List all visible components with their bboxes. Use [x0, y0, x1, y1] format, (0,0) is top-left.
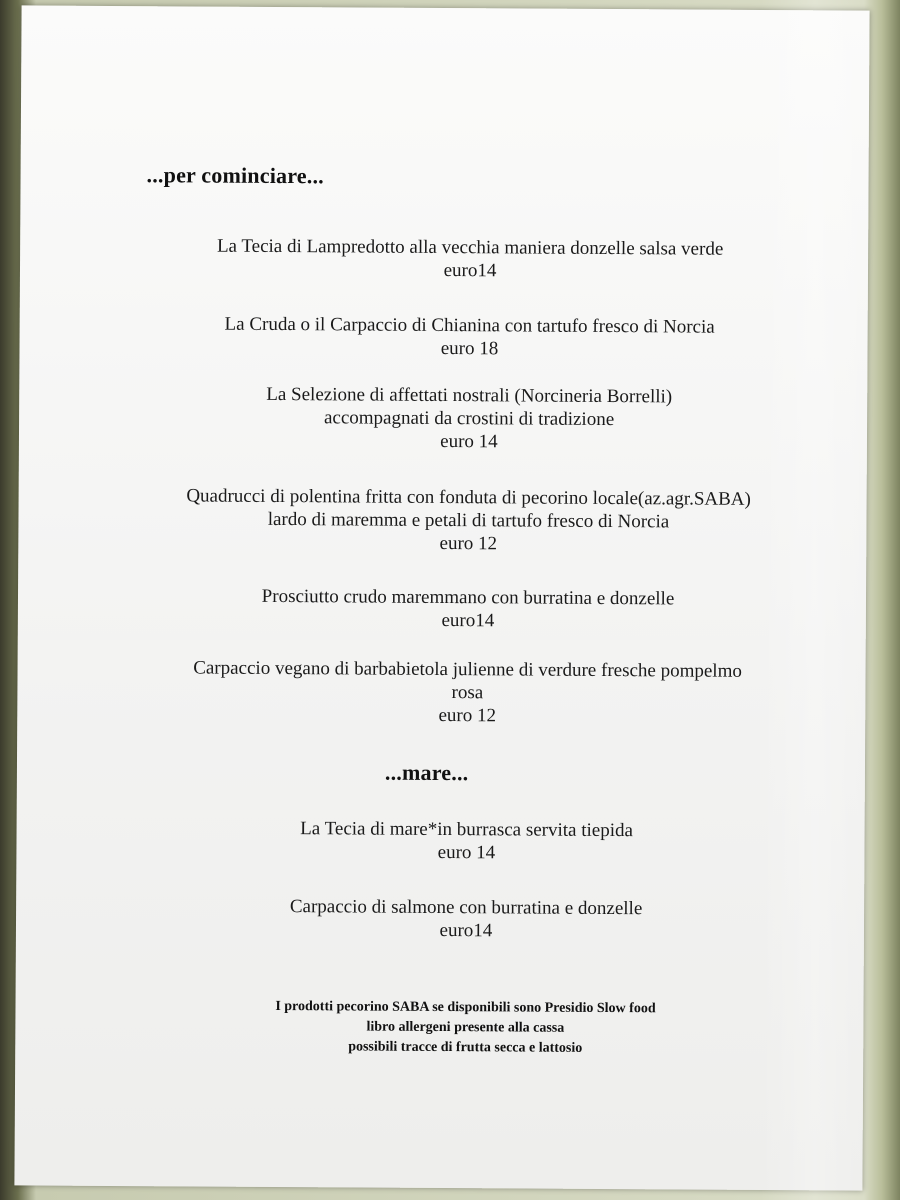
menu-item — [119, 382, 819, 455]
footer-line: I prodotti pecorino SABA se disponibili sono Presidio Slow food — [275, 998, 656, 1017]
item-description: La Tecia di mare*in burrasca servita tiepida — [300, 818, 634, 842]
item-description: Carpaccio di salmone con burratina e donzelle — [289, 896, 643, 920]
item-price: euro14 — [443, 260, 497, 282]
item-description: La Selezione di affettati nostrali (Norcineria Borrelli) — [266, 383, 673, 408]
item-description: Carpaccio vegano di barbabietola julienne di verdure fresche pompelmo — [193, 657, 742, 682]
item-description: Quadrucci di polentina fritta con fonduta di pecorino locale(az.agr.SABA) — [186, 485, 751, 510]
item-description: rosa — [451, 682, 484, 704]
item-description: accompagnati da crostini di tradizione — [323, 407, 615, 431]
item-price: euro 12 — [438, 704, 497, 727]
menu-item — [119, 312, 819, 362]
section-title-sea: ...mare... — [384, 759, 469, 786]
menu-item — [117, 656, 817, 729]
item-description: Prosciutto crudo maremmano con burratina e donzelle — [261, 585, 675, 610]
menu-item — [116, 894, 816, 944]
footer-line: libro allergeni presente alla cassa — [366, 1019, 565, 1036]
menu-page — [14, 5, 869, 1190]
footer-line: possibili tracce di frutta secca e lattosio — [348, 1039, 583, 1056]
item-price: euro 18 — [440, 337, 499, 360]
menu-item — [118, 484, 818, 557]
item-price: euro 14 — [437, 841, 496, 864]
item-price: euro 12 — [439, 532, 498, 555]
item-description: La Tecia di Lampredotto alla vecchia maniera donzelle salsa verde — [216, 235, 724, 260]
item-price: euro 14 — [440, 430, 498, 453]
item-description: lardo di maremma e petali di tartufo fresco di Norcia — [267, 508, 670, 533]
section-title-starters: ...per cominciare... — [146, 162, 324, 189]
menu-item — [118, 584, 818, 634]
item-price: euro14 — [439, 919, 493, 942]
footer-notes — [155, 996, 775, 1060]
item-price: euro14 — [441, 609, 495, 632]
menu-item — [120, 234, 820, 284]
menu-item — [116, 816, 816, 866]
item-description: La Cruda o il Carpaccio di Chianina con tartufo fresco di Norcia — [224, 313, 715, 338]
